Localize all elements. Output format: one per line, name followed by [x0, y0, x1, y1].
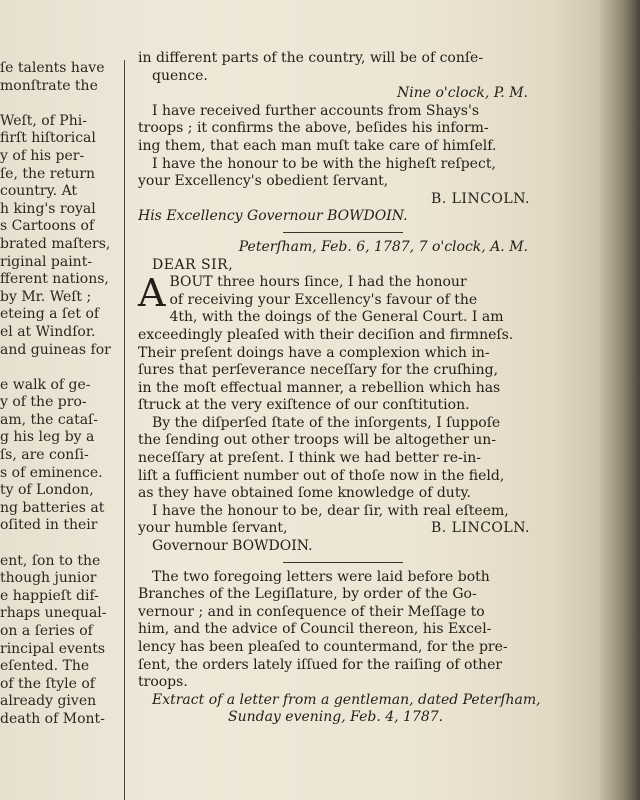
letter-line: I have the honour to be, dear ſir, with real eſteem, [152, 502, 509, 519]
left-column-line: ſe, the return [0, 165, 96, 182]
signature-lincoln: B. LINCOLN. [430, 190, 530, 207]
letter-line: ing them, that each man muſt take care of himſelf. [138, 137, 497, 154]
closing-text: your humble ſervant, [138, 520, 288, 537]
drop-cap: A [138, 271, 166, 316]
left-column-line: though junior [0, 570, 97, 587]
left-column-line: am, the cataſ- [0, 411, 98, 428]
left-column-line: s of eminence. [0, 464, 103, 481]
letter-line: the ſending out other troops will be altogether un- [138, 432, 497, 449]
left-column-line: s Cartoons of [0, 218, 95, 235]
section-divider [283, 562, 403, 563]
left-column-line [0, 535, 120, 553]
paragraph-line: ſent, the orders lately iſſued for the raiſing of other [138, 656, 503, 673]
letter-line: of receiving your Excellency's favour of the [169, 291, 478, 308]
letter-two [138, 271, 548, 520]
right-column [138, 50, 548, 727]
letter-line: ſures that perſeverance neceſſary for the cruſhing, [138, 362, 499, 379]
left-column-line: ſs, are conſi- [0, 447, 89, 464]
left-column [0, 60, 120, 800]
left-column-line: of the ſtyle of [0, 675, 95, 692]
left-column-line: by Mr. Weſt ; [0, 288, 92, 305]
paragraph-line: vernour ; and in conſequence of their Meſſage to [138, 603, 485, 620]
letter-line: ſtruck at the very exiſtence of our conſtitution. [138, 397, 470, 414]
signature-lincoln-2: B. LINCOLN. [430, 520, 530, 537]
paragraph-line: him, and the advice of Council thereon, his Excel- [138, 621, 492, 638]
left-column-line: country. At [0, 183, 78, 200]
dateline-nine-oclock: Nine o'clock, P. M. [397, 85, 528, 102]
top-line: quence. [152, 67, 208, 84]
left-column-line: ſe talents have [0, 60, 105, 76]
left-column-line: e happieſt dif- [0, 587, 99, 604]
letter-line: Their preſent doings have a complexion which in- [138, 344, 490, 361]
left-column-line: rincipal events [0, 640, 106, 657]
left-column-line: h king's royal [0, 200, 96, 217]
left-column-line: fferent nations, [0, 271, 109, 288]
section-divider [283, 232, 403, 233]
left-column-line: death of Mont- [0, 710, 105, 727]
letter-line: BOUT three hours ſince, I had the honour [169, 274, 467, 291]
letter-line: I have the honour to be with the higheſt reſpect, [152, 155, 496, 172]
extract-heading: Extract of a letter from a gentleman, dated Peterſham, [152, 691, 541, 708]
page-fold-edge [600, 0, 640, 800]
addressee-bowdoin: His Excellency Governour BOWDOIN. [138, 208, 408, 225]
dateline-petersham: Peterſham, Feb. 6, 1787, 7 o'clock, A. M. [238, 238, 528, 255]
left-column-line: ent, ſon to the [0, 552, 101, 569]
left-column-line: eſented. The [0, 658, 90, 675]
paragraph-line: Branches of the Legiſlature, by order of the Go- [138, 586, 477, 603]
left-column-line: firſt hiſtorical [0, 130, 96, 147]
paragraph-line: The two foregoing letters were laid before both [152, 568, 490, 585]
letter-one [138, 103, 548, 191]
left-column-line: on a ſeries of [0, 623, 93, 639]
letter-line: troops ; it confirms the above, beſides his inform- [138, 120, 489, 137]
letter-line: I have received further accounts from Shays's [152, 102, 479, 119]
letter-line: your Excellency's obedient ſervant, [138, 173, 389, 190]
left-column-line: monſtrate the [0, 77, 98, 94]
left-column-line: ty of London, [0, 482, 94, 499]
left-column-line [0, 95, 120, 113]
column-rule [124, 60, 125, 800]
extract-heading: Sunday evening, Feb. 4, 1787. [228, 709, 444, 726]
addressee-bowdoin-2: Governour BOWDOIN. [152, 538, 313, 555]
letter-line: neceſſary at preſent. I think we had better re-in- [138, 450, 481, 467]
letter-line: in the moſt effectual manner, a rebellion which has [138, 379, 501, 396]
top-line: in different parts of the country, will be of conſe- [138, 50, 484, 66]
left-column-line: already given [0, 693, 97, 710]
left-column-line: g his leg by a [0, 429, 95, 446]
closing-line [138, 520, 548, 538]
left-column-line: y of his per- [0, 147, 85, 164]
left-column-line [0, 359, 120, 377]
paragraph-line: troops. [138, 674, 188, 691]
salutation: DEAR SIR, [152, 256, 234, 273]
letter-line: By the diſperſed ſtate of the inſorgents, I ſuppoſe [152, 414, 501, 431]
paragraph-line: lency has been pleaſed to countermand, for the pre- [138, 639, 508, 655]
left-column-line: rhaps unequal- [0, 605, 107, 622]
left-column-line: brated maſters, [0, 235, 111, 252]
left-column-line: el at Windſor. [0, 323, 96, 340]
left-column-line: riginal paint- [0, 253, 93, 270]
left-column-line: ng batteries at [0, 499, 105, 516]
letter-line: 4th, with the doings of the General Court. I am [169, 309, 504, 326]
letter-line: liſt a ſufficient number out of thoſe now in the field, [138, 467, 505, 484]
left-column-line: y of the pro- [0, 394, 87, 411]
left-column-line: oſited in their [0, 517, 98, 534]
legislature-paragraph [138, 569, 548, 692]
left-column-line: Weſt, of Phi- [0, 112, 87, 129]
left-column-line: eteing a ſet of [0, 306, 100, 323]
letter-line: exceedingly pleaſed with their deciſion and firmneſs. [138, 326, 514, 343]
letter-line: as they have obtained ſome knowledge of duty. [138, 485, 471, 502]
left-column-line: e walk of ge- [0, 376, 91, 393]
left-column-line: and guineas for [0, 341, 111, 358]
